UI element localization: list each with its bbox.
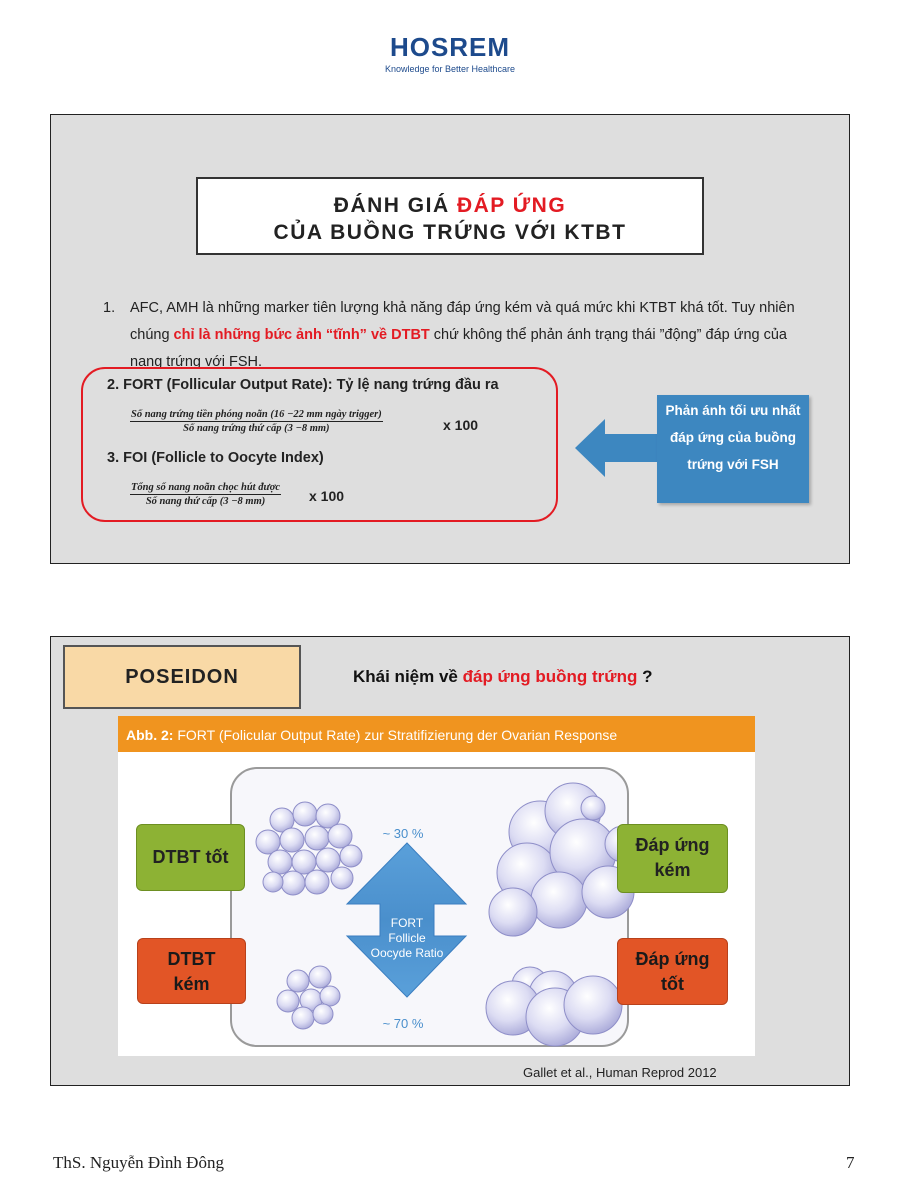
foi-denominator: Số nang thứ cấp (3 −8 mm): [145, 496, 266, 507]
fort-formula: [130, 409, 383, 434]
title-part1: ĐÁNH GIÁ: [333, 194, 457, 217]
foi-multiplier: x 100: [309, 488, 345, 504]
page-number: 7: [846, 1153, 855, 1172]
label-good-response-line2: tốt: [661, 974, 684, 994]
poseidon-badge: POSEIDON: [63, 645, 301, 709]
list-item-1: [103, 295, 803, 376]
title-line2: CỦA BUỒNG TRỨNG VỚI KTBT: [273, 221, 627, 244]
arrow-label-line1: FORT: [390, 916, 424, 930]
hosrem-logo: [0, 32, 900, 74]
figure-caption: [118, 716, 755, 752]
fort-multiplier: x 100: [443, 417, 479, 433]
callout-box: Phản ánh tối ưu nhất đáp ứng của buồng trứng với FSH: [657, 395, 809, 503]
question-text-b: ?: [637, 667, 653, 686]
figure-caption-label: Abb. 2:: [126, 727, 174, 743]
follicle-illustration: [118, 752, 755, 1056]
slide-poseidon: [50, 636, 850, 1086]
item2-heading: 2. FORT (Follicular Output Rate): Tỷ lệ nang trứng đầu ra: [107, 377, 499, 393]
fort-figure: [118, 716, 755, 1056]
item1-highlight: chỉ là những bức ảnh “tĩnh” về DTBT: [173, 327, 430, 343]
label-poor-reserve-line1: DTBT: [167, 949, 216, 969]
question-highlight: đáp ứng buồng trứng: [462, 667, 638, 686]
label-poor-reserve: [137, 938, 246, 1004]
fort-numerator: Số nang trứng tiền phóng noãn (16 −22 mm ngày trigger): [131, 409, 382, 420]
label-good-response: [617, 938, 728, 1005]
footer-author: ThS. Nguyễn Đình Đông: [53, 1153, 224, 1172]
label-poor-response-line1: Đáp ứng: [635, 835, 710, 855]
fort-denominator: Số nang trứng thứ cấp (3 −8 mm): [183, 423, 330, 434]
slide2-question: [353, 667, 652, 687]
figure-caption-text: FORT (Folicular Output Rate) zur Stratifizierung der Ovarian Response: [173, 727, 618, 743]
pct-bottom: ~ 70 %: [382, 1016, 424, 1031]
arrow-label-line3: Oocyde Ratio: [370, 946, 444, 960]
item3-heading: 3. FOI (Follicle to Oocyte Index): [107, 450, 324, 466]
label-good-reserve: DTBT tốt: [136, 824, 245, 891]
citation: Gallet et al., Human Reprod 2012: [523, 1065, 717, 1080]
slide-title: [196, 177, 704, 255]
item1-text-a: AFC, AMH là những marker tiên lượng khả năng đáp ứng kém và quá mức khi KTBT khá tốt. Tuy nhiên chúng: [130, 300, 795, 343]
question-text-a: Khái niệm về: [353, 667, 463, 686]
label-poor-response: [617, 824, 728, 893]
item1-number: 1.: [103, 300, 116, 316]
label-poor-response-line2: kém: [654, 860, 691, 880]
label-good-response-line1: Đáp ứng: [635, 949, 710, 969]
foi-numerator: Tổng số nang noãn chọc hút được: [131, 482, 281, 493]
logo-wordmark: HOSREM: [389, 32, 511, 62]
highlight-oval: [81, 367, 558, 522]
arrow-label-line2: Follicle: [388, 931, 426, 945]
item1-text-b: chứ không thể phản ánh trạng thái ”động” đáp ứng của nang trứng với FSH.: [130, 327, 787, 370]
foi-formula: [130, 482, 281, 507]
title-highlight: ĐÁP ỨNG: [456, 194, 567, 217]
label-poor-reserve-line2: kém: [173, 974, 210, 994]
logo-tagline: Knowledge for Better Healthcare: [384, 64, 516, 74]
left-arrow-icon: [573, 417, 661, 479]
slide-ovarian-response-assessment: [50, 114, 850, 564]
pct-top: ~ 30 %: [382, 826, 424, 841]
